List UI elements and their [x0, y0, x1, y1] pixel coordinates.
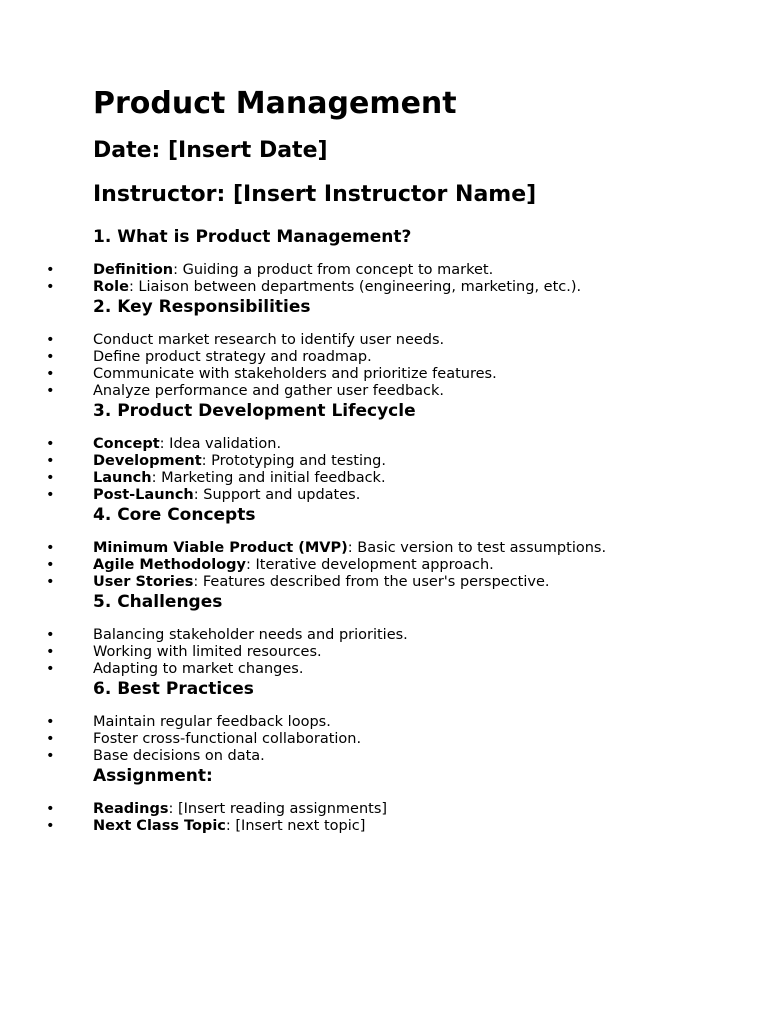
document-page: [93, 84, 753, 835]
list-item-term: Agile Methodology: [93, 557, 247, 573]
list-item-term: Post-Launch: [93, 487, 194, 503]
section-heading: 4. Core Concepts: [93, 505, 256, 525]
list-item-text: Working with limited resources.: [93, 644, 322, 660]
list-item: [93, 383, 753, 400]
list-item-text: : Liaison between departments (engineering, marketing, etc.).: [128, 279, 582, 295]
list-item: [93, 731, 753, 748]
list-item: [93, 818, 753, 835]
list-item-text: : Support and updates.: [193, 487, 361, 503]
list-item-text: : Iterative development approach.: [246, 557, 494, 573]
list-item: [93, 436, 753, 453]
section-heading: 3. Product Development Lifecycle: [93, 401, 416, 421]
section-heading: 1. What is Product Management?: [93, 227, 412, 247]
list-item: [93, 714, 753, 731]
list-item-term: Concept: [93, 436, 160, 452]
list-item-text: Maintain regular feedback loops.: [93, 714, 331, 730]
list-item-term: Minimum Viable Product (MVP): [93, 540, 348, 556]
list-item-text: Foster cross-functional collaboration.: [93, 731, 362, 747]
list-item-text: Conduct market research to identify user needs.: [93, 332, 445, 348]
section-heading: 6. Best Practices: [93, 679, 254, 699]
list-item: [93, 470, 753, 487]
list-item-text: : Marketing and initial feedback.: [151, 470, 386, 486]
date-line: Date: [Insert Date]: [93, 138, 328, 163]
list-item: [93, 574, 753, 591]
list-item: [93, 661, 753, 678]
list-item-text: : [Insert reading assignments]: [168, 801, 388, 817]
sections-container: [93, 226, 753, 835]
list-item-text: : Basic version to test assumptions.: [347, 540, 607, 556]
list-item-term: Definition: [93, 262, 174, 278]
bullet-list: [93, 540, 753, 591]
bullet-list: [93, 627, 753, 678]
list-item: [93, 801, 753, 818]
list-item: [93, 627, 753, 644]
list-item-text: : Prototyping and testing.: [201, 453, 386, 469]
instructor-line: Instructor: [Insert Instructor Name]: [93, 182, 537, 207]
list-item-text: Communicate with stakeholders and prioritize features.: [93, 366, 497, 382]
bullet-list: [93, 801, 753, 835]
list-item: [93, 557, 753, 574]
bullet-list: [93, 262, 753, 296]
list-item-text: Define product strategy and roadmap.: [93, 349, 372, 365]
list-item: [93, 366, 753, 383]
list-item-text: : Features described from the user's perspective.: [193, 574, 550, 590]
list-item-term: Launch: [93, 470, 152, 486]
bullet-list: [93, 332, 753, 400]
document-title: Product Management: [93, 86, 457, 121]
list-item-term: Readings: [93, 801, 169, 817]
list-item-term: Role: [93, 279, 129, 295]
list-item: [93, 349, 753, 366]
list-item: [93, 540, 753, 557]
section-heading: 2. Key Responsibilities: [93, 297, 311, 317]
list-item-text: Balancing stakeholder needs and priorities.: [93, 627, 408, 643]
list-item-term: Next Class Topic: [93, 818, 226, 834]
section-heading: Assignment:: [93, 766, 213, 786]
list-item: [93, 332, 753, 349]
section-heading: 5. Challenges: [93, 592, 223, 612]
list-item-term: User Stories: [93, 574, 194, 590]
list-item-text: Adapting to market changes.: [93, 661, 304, 677]
bullet-list: [93, 436, 753, 504]
bullet-list: [93, 714, 753, 765]
list-item: [93, 279, 753, 296]
list-item: [93, 262, 753, 279]
list-item-term: Development: [93, 453, 202, 469]
list-item: [93, 453, 753, 470]
list-item: [93, 644, 753, 661]
list-item: [93, 487, 753, 504]
list-item-text: : Guiding a product from concept to market.: [173, 262, 494, 278]
list-item-text: : [Insert next topic]: [225, 818, 366, 834]
list-item-text: Base decisions on data.: [93, 748, 265, 764]
list-item-text: Analyze performance and gather user feedback.: [93, 383, 445, 399]
list-item-text: : Idea validation.: [159, 436, 282, 452]
list-item: [93, 748, 753, 765]
